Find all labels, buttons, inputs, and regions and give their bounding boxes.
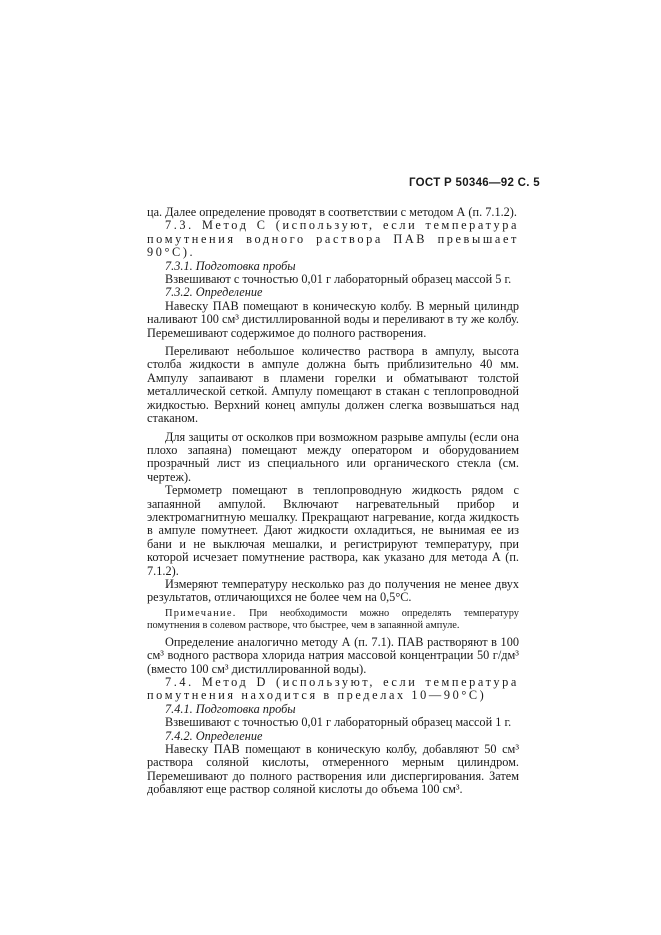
page-header: ГОСТ Р 50346—92 С. 5 — [409, 177, 540, 189]
note-label: Примечание. — [165, 607, 237, 619]
paragraph: Термометр помещают в теплопроводную жидкость рядом с запаянной ампулой. Включают нагревательный прибор и электромагнитную мешалку. Прекращают нагревание, когда жидкость в ампуле помутнеет. Дают жидкости охладиться, не вынимая ее из бани и не выключая мешалки, и регистрируют температуру, при которой исчезает помутнение раствора, как указано для метода А (п. 7.1.2). — [147, 483, 519, 578]
note — [147, 608, 519, 632]
section-heading: 7.4. Метод D (используют, если температура помутнения находится в пределах 10—90°С) — [147, 675, 519, 703]
paragraph: Взвешивают с точностью 0,01 г лабораторный образец массой 5 г. — [165, 272, 512, 287]
subsection-heading: 7.4.1. Подготовка пробы — [165, 701, 296, 716]
paragraph: Определение аналогично методу А (п. 7.1). ПАВ растворяют в 100 см³ водного раствора хлорида натрия массовой концентрации 50 г/дм³ (вместо 100 см³ дистиллированной воды). — [147, 634, 519, 676]
document-body — [147, 206, 519, 797]
subsection-heading: 7.3.1. Подготовка пробы — [165, 258, 296, 273]
subsection-heading: 7.4.2. Определение — [165, 728, 263, 743]
paragraph: Переливают небольшое количество раствора в ампулу, высота столба жидкости в ампуле должна быть приблизительно 40 мм. Ампулу запаивают в пламени горелки и обматывают толстой металлической сеткой. Ампулу помещают в стакан с теплопроводной жидкостью. Верхний конец ампулы должен слегка возвышаться над стаканом. — [147, 344, 519, 426]
paragraph: ца. Далее определение проводят в соответствии с методом А (п. 7.1.2). — [147, 205, 517, 219]
subsection-heading: 7.3.2. Определение — [165, 285, 263, 300]
section-heading: 7.3. Метод С (используют, если температура помутнения водного раствора ПАВ превышает 90°С). — [147, 218, 519, 260]
paragraph: Взвешивают с точностью 0,01 г лабораторный образец массой 1 г. — [165, 715, 512, 730]
paragraph: Для защиты от осколков при возможном разрыве ампулы (если она плохо запаяна) помещают между оператором и оборудованием прозрачный лист из специального или органического стекла (см. чертеж). — [147, 429, 519, 484]
paragraph: Навеску ПАВ помещают в коническую колбу. В мерный цилиндр наливают 100 см³ дистиллированной воды и переливают в ту же колбу. Перемешивают содержимое до полного растворения. — [147, 298, 519, 340]
paragraph: Измеряют температуру несколько раз до получения не менее двух результатов, отличающихся не более чем на 0,5°С. — [147, 576, 519, 605]
note-text: При необходимости можно определять температуру помутнения в солевом растворе, что быстрее, чем в запаянной ампуле. — [147, 607, 519, 631]
paragraph: Навеску ПАВ помещают в коническую колбу, добавляют 50 см³ раствора соляной кислоты, отмеренного мерным цилиндром. Перемешивают до полного растворения или диспергирования. Затем добавляют еще раствор соляной кислоты до объема 100 см³. — [147, 742, 519, 797]
